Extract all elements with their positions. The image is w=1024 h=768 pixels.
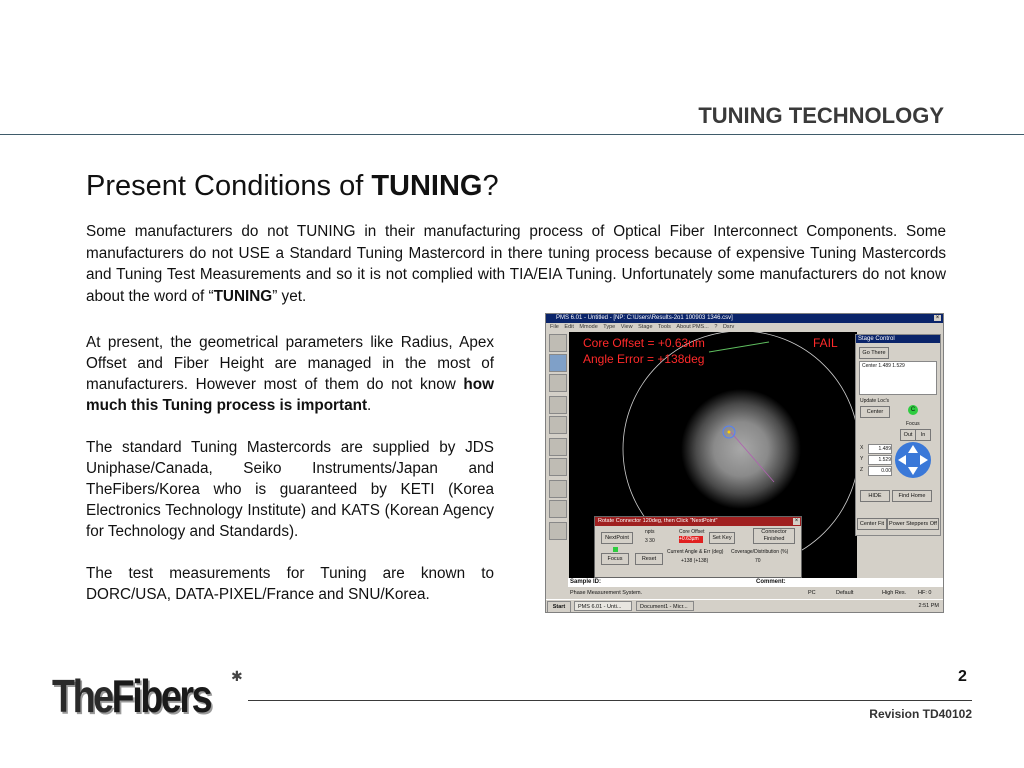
dialog-close-icon[interactable]: ×: [794, 518, 799, 524]
window-titlebar: [546, 314, 943, 323]
status-hf: HF: 0: [918, 590, 932, 596]
taskbar-clock: 2:51 PM: [918, 603, 939, 609]
npts-label: npts: [645, 529, 655, 535]
revision-label: Revision TD40102: [869, 707, 972, 721]
stage-control-title: Stage Control: [856, 335, 940, 343]
coverage-label: Coverage/Distribution (%): [731, 549, 789, 555]
next-point-button[interactable]: NextPoint: [601, 532, 633, 544]
menu-item-view[interactable]: View: [620, 324, 633, 330]
header-title: TUNING TECHNOLOGY: [698, 103, 944, 128]
taskbar-item-document[interactable]: Document1 - Micr...: [636, 601, 694, 611]
set-key-button[interactable]: Set Key: [709, 532, 735, 544]
paragraph-test-measurements: The test measurements for Tuning are known to DORC/USA, DATA-PIXEL/France and SNU/Korea.: [86, 565, 494, 603]
z-position-field[interactable]: 0.00: [868, 466, 892, 476]
y-position-field[interactable]: 1.529: [868, 455, 892, 465]
menu-item-type[interactable]: Type: [603, 324, 616, 330]
hide-button[interactable]: HIDE: [860, 490, 890, 502]
measurement-line: [709, 342, 769, 352]
core-offset-readout: Core Offset = +0.63um: [583, 336, 705, 350]
dialog-title: Rotate Connector 120deg, then Click "NextPoint": [595, 517, 801, 526]
update-locs-label: Update Loc's: [860, 398, 890, 404]
comment-label: Comment:: [756, 579, 786, 585]
intro-text: Some manufacturers do not TUNING in their manufacturing process of Optical Fiber Interconnect Components. Some manufacturers do not USE a Standard Tuning Mastercord in there tuning process because of expensive Tuning Mastercords and Tuning Test Measurements and so it is not complied with TIA/EIA Tuning. Unfortunately some manufacturers do not know about the word of “: [86, 223, 946, 305]
core-center-dot: [728, 431, 731, 434]
print-tool-button[interactable]: [549, 458, 567, 476]
intro-bold: TUNING: [213, 287, 273, 305]
para1-text: At present, the geometrical parameters like Radius, Apex Offset and Fiber Height are managed in the most of manufacturers. However most of them do not know: [86, 334, 494, 393]
start-button[interactable]: Start: [547, 601, 571, 613]
image-tool-button[interactable]: [549, 354, 567, 372]
para1-bold: how much this Tuning process is important: [86, 376, 494, 414]
status-text: Phase Measurement System.: [570, 590, 643, 596]
core-offset-label: Core Offset: [679, 529, 705, 535]
center-readout-box: [859, 361, 937, 395]
slide-title-prefix: Present Conditions of: [86, 170, 372, 202]
focus-out-button[interactable]: Out: [900, 429, 916, 441]
save-tool-button[interactable]: [549, 438, 567, 456]
close-icon[interactable]: ×: [935, 315, 940, 321]
logo-fibers: Fibers: [111, 670, 211, 722]
fiber-core-image: [681, 389, 801, 509]
x-position-field[interactable]: 1.489: [868, 444, 892, 454]
taskbar: [546, 599, 943, 613]
taskbar-item-pms[interactable]: PMS 6.01 - Unti...: [574, 601, 632, 611]
find-home-button[interactable]: Find Home: [892, 490, 932, 502]
intro-end: ” yet.: [272, 287, 307, 305]
menu-item-tools[interactable]: Tools: [658, 324, 671, 330]
direction-pad[interactable]: [894, 441, 932, 479]
menu-bar: [546, 323, 943, 332]
sample-bar: [568, 578, 943, 587]
body-column: [86, 332, 494, 626]
logo-the: The: [52, 670, 112, 722]
center-values: 1.489 1.529: [878, 363, 905, 369]
tuning-tool-button[interactable]: [549, 334, 567, 352]
para1-end: .: [367, 397, 372, 414]
logo-star-icon: ✱: [231, 668, 243, 684]
angle-error-readout: Angle Error = +138deg: [583, 352, 705, 366]
core-offset-value: +0.63µm: [679, 536, 703, 543]
pms-software-screenshot: [545, 313, 944, 613]
window-title: PMS 6.01 - Untitled - [NP: C:\Users\Results-2o1 100903 1346.csv]: [556, 315, 733, 321]
intro-paragraph: [86, 221, 946, 307]
focus-label: Focus: [906, 421, 920, 427]
header-divider: [0, 134, 1024, 135]
fail-status: FAIL: [813, 336, 838, 350]
menu-item-about[interactable]: About PMS...: [676, 324, 709, 330]
menu-item-dsrv[interactable]: Dsrv: [722, 324, 735, 330]
zoom-tool-button[interactable]: [549, 416, 567, 434]
menu-item-stage[interactable]: Stage: [638, 324, 653, 330]
coverage-value: 70: [755, 558, 761, 564]
footer-divider: [248, 700, 972, 701]
reset-button[interactable]: Reset: [635, 553, 663, 565]
center-button[interactable]: Center: [860, 406, 890, 418]
slide-title: [86, 170, 499, 203]
menu-item-help[interactable]: ?: [714, 324, 718, 330]
thefibers-logo: [52, 669, 210, 723]
status-pc: PC: [808, 590, 816, 596]
focus-in-button[interactable]: In: [915, 429, 931, 441]
power-steppers-button[interactable]: Power Steppers Off: [887, 518, 939, 530]
menu-item-edit[interactable]: Edit: [564, 324, 574, 330]
slide-title-bold: TUNING: [371, 170, 483, 202]
sample-id-label: Sample ID:: [570, 579, 602, 585]
control-tool-button[interactable]: [549, 480, 567, 498]
angle-value: +138 (+138): [681, 558, 709, 564]
side-toolbar: [546, 332, 568, 577]
center-label: Center: [862, 363, 878, 369]
border-tool-button[interactable]: [549, 522, 567, 540]
status-default: Default: [836, 590, 854, 596]
slide-title-suffix: ?: [482, 170, 499, 202]
menu-item-mmode[interactable]: Mmode: [579, 324, 598, 330]
paragraph-geometry: [86, 332, 494, 416]
stage-control-panel: Stage Control Go There Center 1.489 1.529 Update Loc's Center C Focus Out In X 1.489 Y 1.529 Z 0.00 HIDE Find Home Center Fit Power Steppers Off: [855, 334, 941, 536]
connector-finished-button[interactable]: Connector Finished: [753, 528, 795, 544]
rotate-connector-dialog: [594, 516, 802, 578]
page-number: 2: [958, 668, 967, 685]
setup-tool-button[interactable]: [549, 500, 567, 518]
paragraph-mastercords: The standard Tuning Mastercords are supplied by JDS Uniphase/Canada, Seiko Instruments/Japan and TheFibers/Korea who is guaranteed by KETI (Korea Electronics Technology Institute) and KATS (Korean Agency for Technology and Standards).: [86, 439, 494, 540]
focus-button[interactable]: Focus: [601, 553, 629, 565]
center-fit-button[interactable]: Center Fit: [857, 518, 887, 530]
menu-item-file[interactable]: File: [550, 324, 559, 330]
npts-values: 3 30: [645, 538, 655, 544]
focus-indicator: [613, 547, 618, 552]
status-bar: [568, 588, 943, 598]
sensor-tool-button[interactable]: [549, 396, 567, 414]
status-highres: High Res.: [882, 590, 907, 596]
magnify-icon[interactable]: [549, 374, 567, 392]
status-indicator: C: [908, 405, 918, 415]
go-there-button[interactable]: Go There: [859, 347, 889, 359]
angle-label: Current Angle & Err (deg): [667, 549, 724, 555]
